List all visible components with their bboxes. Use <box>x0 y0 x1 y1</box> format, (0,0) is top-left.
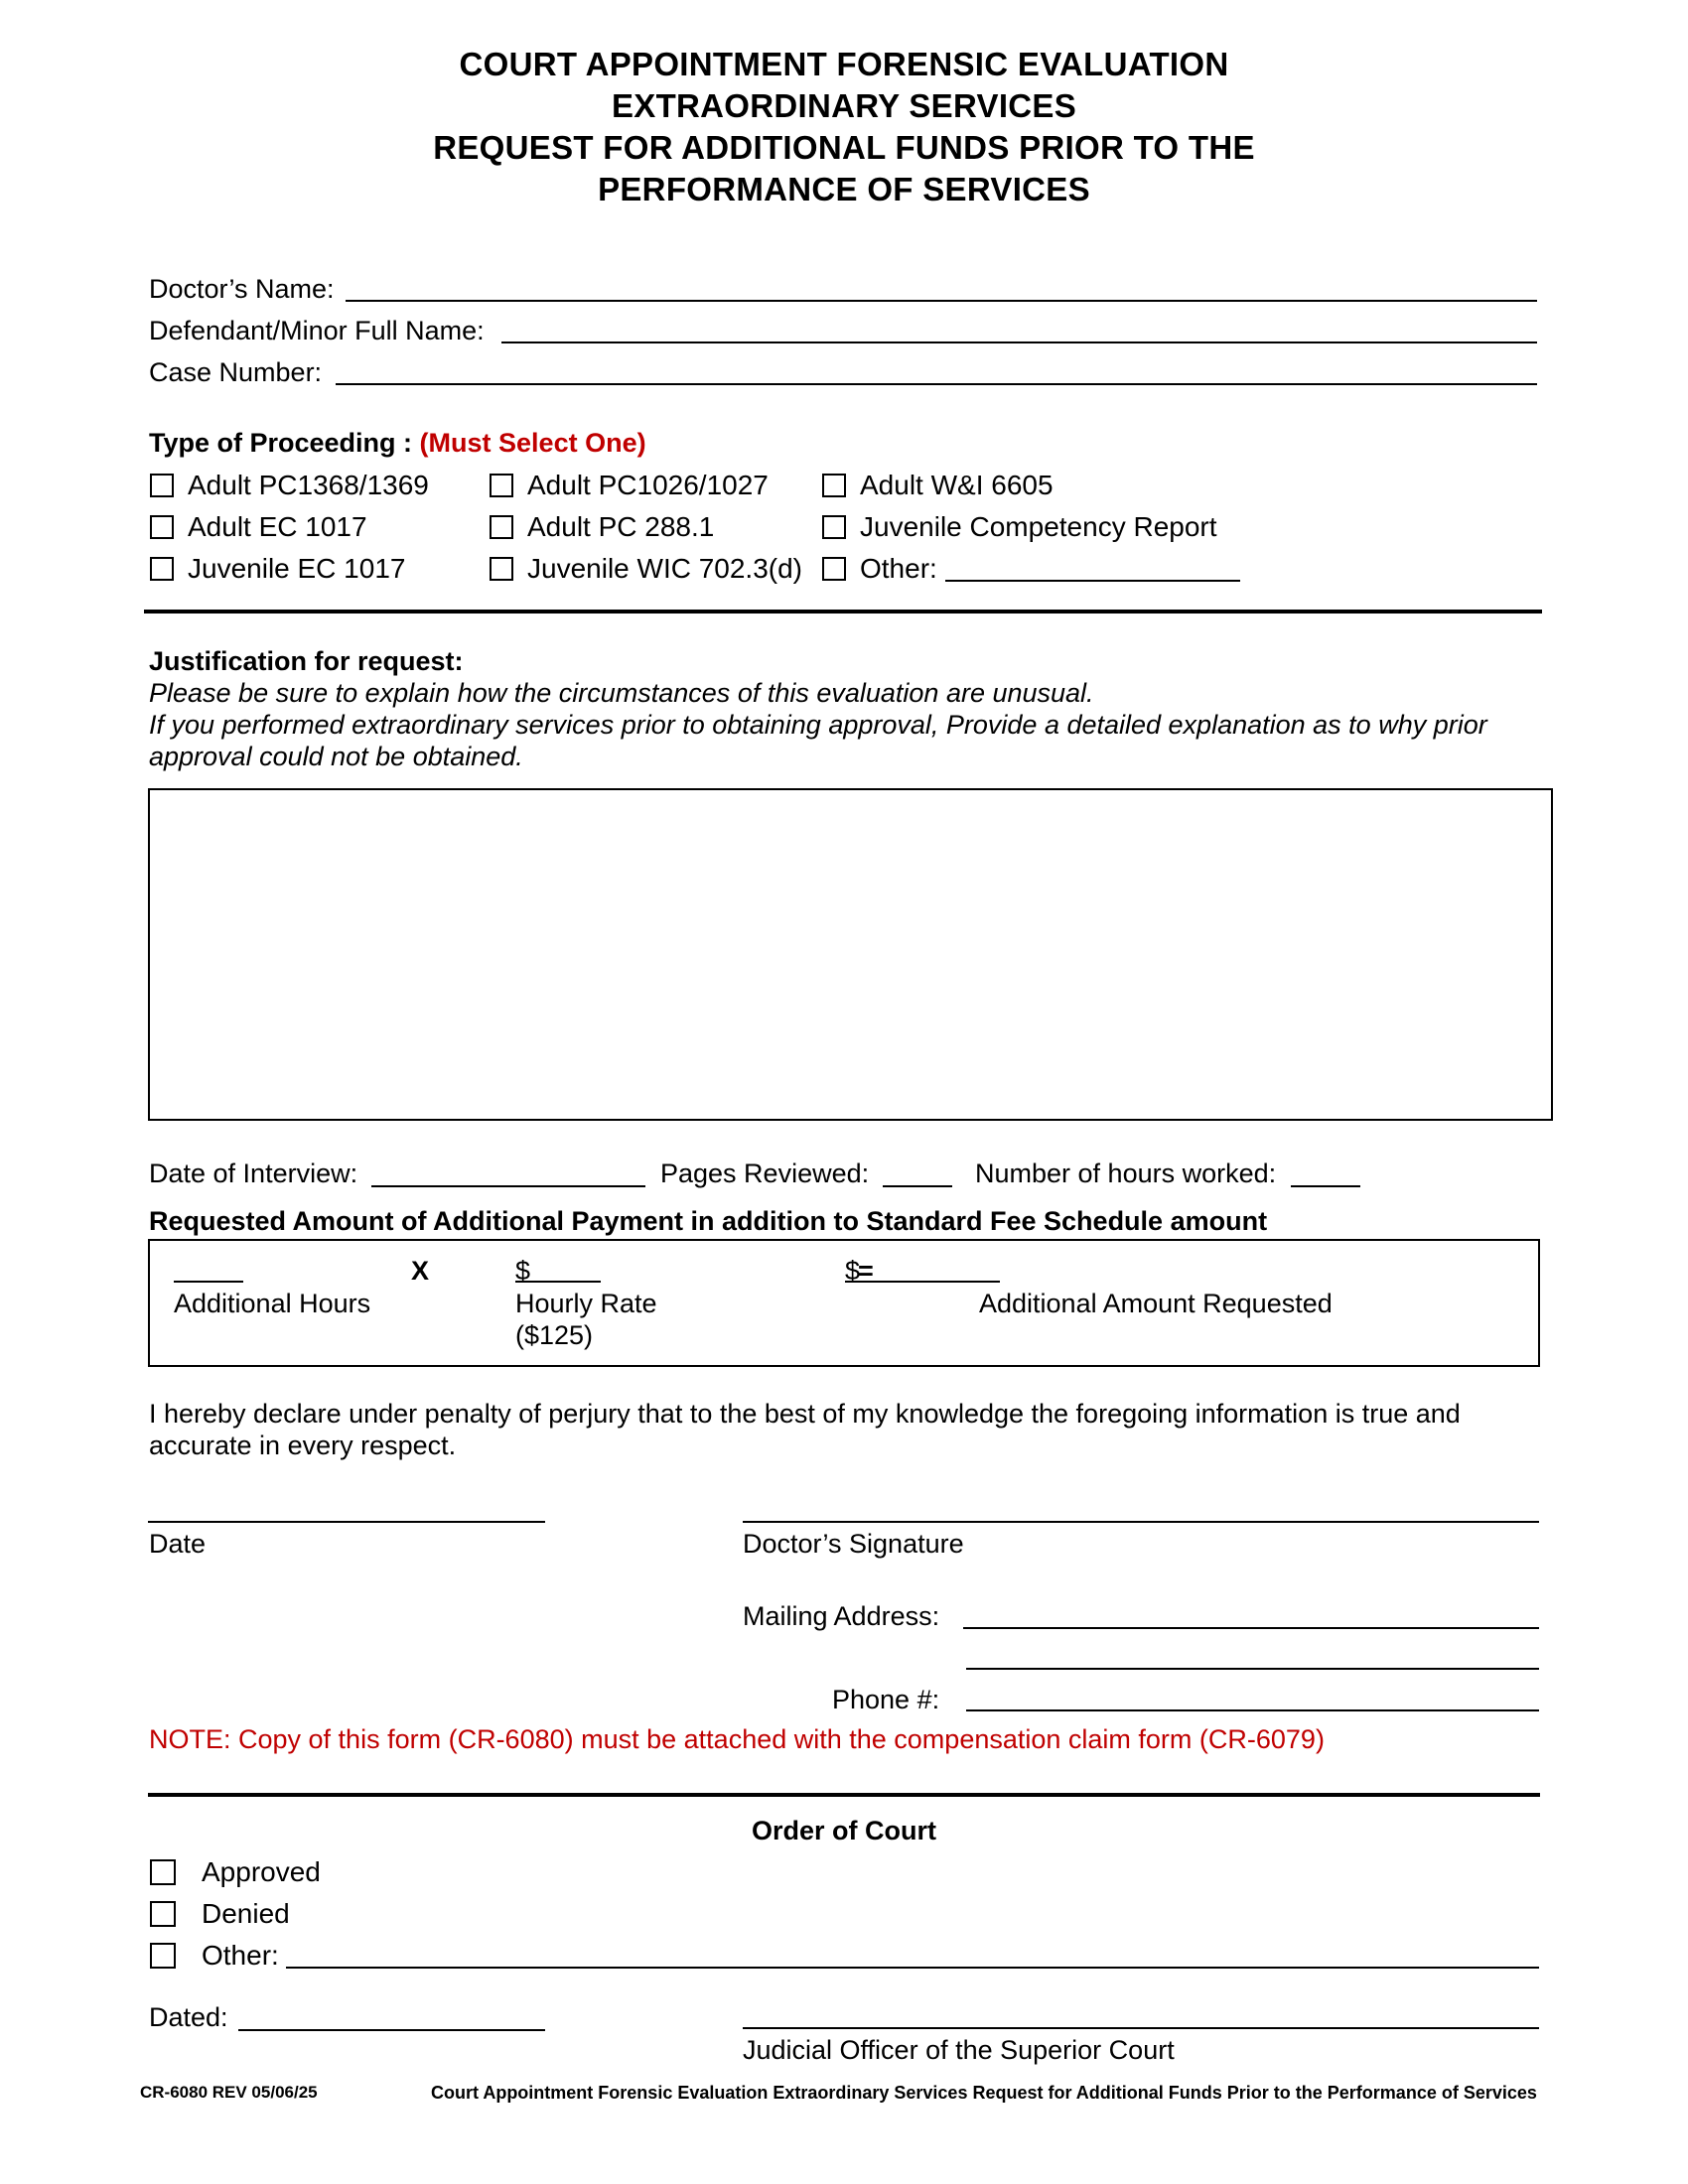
checkbox-square[interactable] <box>150 1943 176 1969</box>
additional-hours-field[interactable] <box>174 1281 243 1283</box>
checkbox-square[interactable] <box>822 474 846 497</box>
order-heading: Order of Court <box>752 1816 936 1845</box>
equals-symbol: = <box>858 1256 874 1286</box>
checkbox-square[interactable] <box>490 515 513 539</box>
checkbox-square[interactable] <box>150 474 174 497</box>
justification-instruction: If you performed extraordinary services prior to obtaining approval, Provide a detailed explanation as to why prior <box>149 710 1487 740</box>
checkbox-adult-ec1017[interactable] <box>150 512 367 542</box>
checkbox-label: Approved <box>202 1856 321 1887</box>
checkbox-adult-wi6605[interactable] <box>822 471 1054 500</box>
order-other-field[interactable] <box>286 1967 1539 1969</box>
interview-date-label: Date of Interview: <box>149 1159 358 1188</box>
proceeding-required-note: (Must Select One) <box>419 428 646 458</box>
order-dated-label: Dated: <box>149 2002 228 2032</box>
declaration-date-label: Date <box>149 1529 207 1559</box>
checkbox-label: Adult EC 1017 <box>188 511 367 542</box>
case-number-field[interactable] <box>336 383 1537 385</box>
title-line: REQUEST FOR ADDITIONAL FUNDS PRIOR TO THE <box>433 129 1255 166</box>
phone-label: Phone #: <box>832 1685 940 1714</box>
form-id: CR-6080 REV 05/06/25 <box>140 2083 318 2102</box>
checkbox-juvenile-competency[interactable] <box>822 512 1217 542</box>
payment-box <box>148 1239 1540 1367</box>
checkbox-adult-pc1368[interactable] <box>150 471 429 500</box>
checkbox-order-other[interactable] <box>150 1941 279 1971</box>
mailing-address-field-line2[interactable] <box>966 1668 1539 1670</box>
doctor-signature-field[interactable] <box>743 1521 1539 1523</box>
footer-form-title: Court Appointment Forensic Evaluation Extraordinary Services Request for Additional Funds Prior to the Performance of Services <box>431 2083 1537 2103</box>
order-dated-field[interactable] <box>238 2029 545 2031</box>
proceeding-label: Type of Proceeding : <box>149 428 413 458</box>
payment-heading: Requested Amount of Additional Payment in addition to Standard Fee Schedule amount <box>149 1206 1268 1236</box>
pages-reviewed-label: Pages Reviewed: <box>660 1159 870 1188</box>
declaration-date-field[interactable] <box>148 1521 545 1523</box>
checkbox-label: Juvenile Competency Report <box>860 511 1217 542</box>
checkbox-proceeding-other[interactable] <box>822 554 937 584</box>
attachment-note: NOTE: Copy of this form (CR-6080) must be attached with the compensation claim form (CR-6079) <box>149 1724 1325 1754</box>
order-divider <box>148 1793 1540 1797</box>
amount-requested-field[interactable] <box>845 1281 1000 1283</box>
checkbox-label: Adult PC1026/1027 <box>527 470 769 500</box>
hourly-rate-value: ($125) <box>515 1320 594 1350</box>
checkbox-square[interactable] <box>490 474 513 497</box>
checkbox-label: Denied <box>202 1898 290 1929</box>
judicial-officer-signature-field[interactable] <box>743 2027 1539 2029</box>
hours-worked-field[interactable] <box>1291 1185 1360 1187</box>
justification-instruction: approval could not be obtained. <box>149 742 523 771</box>
declaration-text: accurate in every respect. <box>149 1431 457 1460</box>
doctor-name-field[interactable] <box>346 300 1537 302</box>
proceeding-other-field[interactable] <box>945 580 1240 582</box>
justification-instruction: Please be sure to explain how the circumstances of this evaluation are unusual. <box>149 678 1094 708</box>
checkbox-square[interactable] <box>150 515 174 539</box>
doctor-name-label: Doctor’s Name: <box>149 274 335 304</box>
section-divider <box>144 610 1542 614</box>
defendant-name-field[interactable] <box>501 341 1537 343</box>
mailing-address-field[interactable] <box>963 1627 1539 1629</box>
additional-hours-label: Additional Hours <box>174 1289 371 1318</box>
checkbox-juvenile-ec1017[interactable] <box>150 554 405 584</box>
hourly-rate-field[interactable] <box>515 1281 601 1283</box>
checkbox-label: Other: <box>202 1940 279 1971</box>
checkbox-label: Juvenile WIC 702.3(d) <box>527 553 803 584</box>
checkbox-label: Juvenile EC 1017 <box>188 553 406 584</box>
defendant-name-label: Defendant/Minor Full Name: <box>149 316 485 345</box>
mailing-address-label: Mailing Address: <box>743 1601 940 1631</box>
amount-requested-label: Additional Amount Requested <box>979 1289 1333 1318</box>
proceeding-heading <box>149 428 646 458</box>
hours-worked-label: Number of hours worked: <box>975 1159 1277 1188</box>
phone-field[interactable] <box>966 1709 1539 1711</box>
checkbox-denied[interactable] <box>150 1899 290 1929</box>
justification-heading: Justification for request: <box>149 646 464 676</box>
checkbox-square[interactable] <box>150 1859 176 1885</box>
title-line: COURT APPOINTMENT FORENSIC EVALUATION <box>459 46 1229 82</box>
justification-text <box>150 790 1551 810</box>
checkbox-square[interactable] <box>150 557 174 581</box>
checkbox-square[interactable] <box>150 1901 176 1927</box>
checkbox-adult-pc288[interactable] <box>490 512 714 542</box>
times-symbol: X <box>411 1256 430 1286</box>
checkbox-square[interactable] <box>490 557 513 581</box>
interview-date-field[interactable] <box>371 1185 645 1187</box>
checkbox-approved[interactable] <box>150 1857 321 1887</box>
checkbox-square[interactable] <box>822 557 846 581</box>
form-title <box>0 44 1688 210</box>
dollar-sign: $ <box>515 1256 531 1286</box>
dollar-sign: $ <box>845 1256 861 1286</box>
declaration-text: I hereby declare under penalty of perjury that to the best of my knowledge the foregoing information is true and <box>149 1399 1461 1429</box>
checkbox-label: Adult PC 288.1 <box>527 511 715 542</box>
checkbox-label: Other: <box>860 553 937 584</box>
title-line: EXTRAORDINARY SERVICES <box>611 87 1077 124</box>
checkbox-square[interactable] <box>822 515 846 539</box>
title-line: PERFORMANCE OF SERVICES <box>598 171 1090 207</box>
justification-textarea[interactable] <box>148 788 1553 1121</box>
pages-reviewed-field[interactable] <box>883 1185 952 1187</box>
doctor-signature-label: Doctor’s Signature <box>743 1529 964 1559</box>
checkbox-adult-pc1026[interactable] <box>490 471 769 500</box>
checkbox-label: Adult PC1368/1369 <box>188 470 429 500</box>
case-number-label: Case Number: <box>149 357 323 387</box>
hourly-rate-label: Hourly Rate <box>515 1289 657 1318</box>
checkbox-juvenile-wic702[interactable] <box>490 554 802 584</box>
judicial-officer-label: Judicial Officer of the Superior Court <box>743 2035 1175 2065</box>
checkbox-label: Adult W&I 6605 <box>860 470 1054 500</box>
